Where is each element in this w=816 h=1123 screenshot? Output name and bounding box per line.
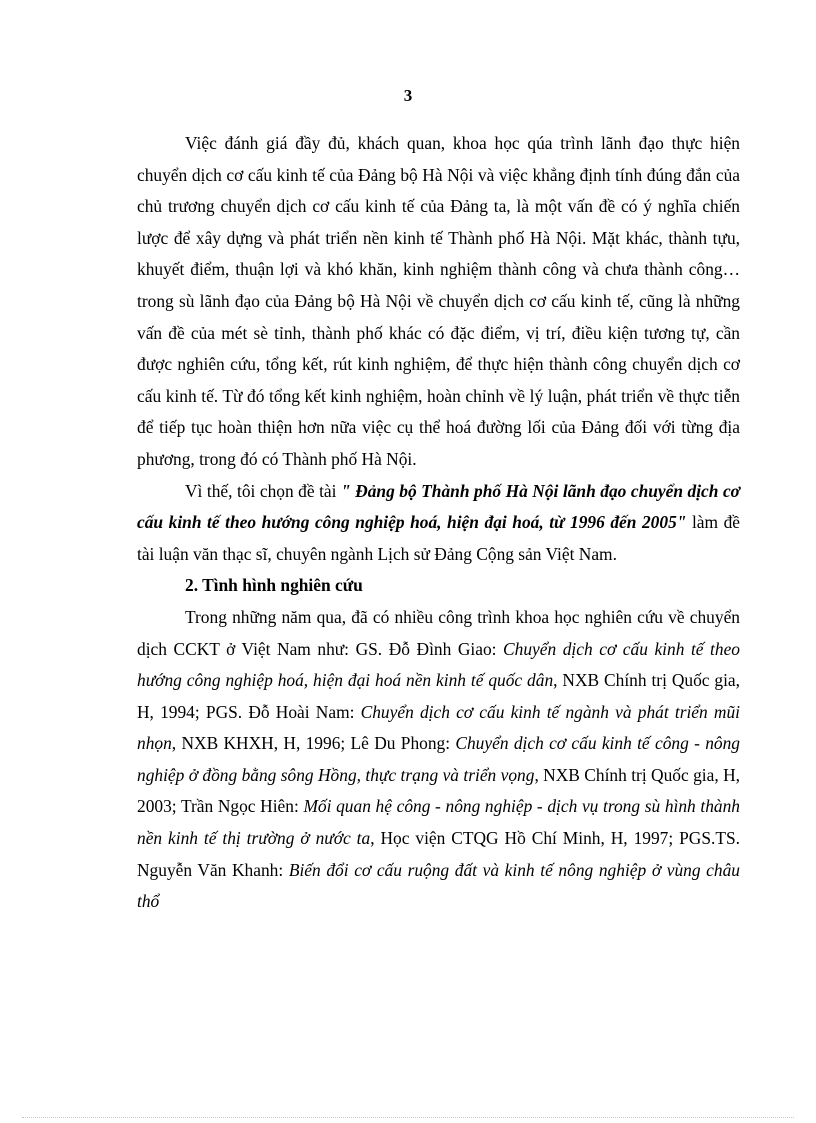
section-heading: 2. Tình hình nghiên cứu bbox=[185, 575, 363, 596]
body-text bbox=[137, 128, 740, 918]
paragraph-topic-choice bbox=[137, 476, 740, 571]
footer-divider bbox=[22, 1117, 794, 1118]
work-title: Chuyển dịch cơ cấu kinh tế theo hướng công nghiệp hoá, hiện đại hoá nền kinh tế quốc dân bbox=[137, 638, 740, 691]
work-title: Chuyển dịch cơ cấu kinh tế ngành và phát triển mũi nhọn bbox=[137, 701, 740, 754]
thesis-topic: " Đảng bộ Thành phố Hà Nội lãnh đạo chuyển dịch cơ cấu kinh tế theo hướng công nghiệp hoá, hiện đại hoá, từ 1996 đến 2005" bbox=[137, 480, 741, 533]
paragraph-research-review bbox=[137, 602, 740, 918]
review-text: , NXB Chính trị Quốc gia, H, 1994; PGS. Đỗ Hoài Nam: bbox=[137, 670, 740, 722]
review-text: , Học viện CTQG Hồ Chí Minh, H, 1997; PGS.TS. Nguyễn Văn Khanh: bbox=[137, 828, 741, 880]
paragraph-evaluation: Việc đánh giá đầy đủ, khách quan, khoa học qúa trình lãnh đạo thực hiện chuyển dịch cơ cấu kinh tế của Đảng bộ Hà Nội và việc khẳng định tính đúng đắn của chủ trương chuyển dịch cơ cấu kinh tế của Đảng ta, là một vấn đề có ý nghĩa chiến lược để xây dựng và phát triển nền kinh tế Thành phố Hà Nội. Mặt khác, thành tựu, khuyết điểm, thuận lợi và khó khăn, kinh nghiệm thành công và chưa thành công… trong sù lãnh đạo của Đảng bộ Hà Nội về chuyển dịch cơ cấu kinh tế, cũng là những vấn đề của mét sè tỉnh, thành phố khác có đặc điểm, vị trí, điều kiện tương tự, cần được nghiên cứu, tổng kết, rút kinh nghiệm, để thực hiện thành công chuyển dịch cơ cấu kinh tế. Từ đó tổng kết kinh nghiệm, hoàn chỉnh về lý luận, phát triển về thực tiễn để tiếp tục hoàn thiện hơn nữa việc cụ thể hoá đường lối của Đảng đối với từng địa phương, trong đó có Thành phố Hà Nội. bbox=[137, 133, 740, 469]
work-title: Biến đổi cơ cấu ruộng đất và kinh tế nông nghiệp ở vùng châu thổ bbox=[137, 859, 740, 912]
review-text: , NXB KHXH, H, 1996; Lê Du Phong: bbox=[171, 733, 456, 754]
topic-intro: Vì thế, tôi chọn đề tài bbox=[185, 480, 341, 501]
page-number: 3 bbox=[403, 86, 413, 105]
work-title: Chuyển dịch cơ cấu kinh tế công - nông nghiệp ở đồng bằng sông Hồng, thực trạng và triển vọng bbox=[137, 733, 740, 785]
review-text: Trong những năm qua, đã có nhiều công trình khoa học nghiên cứu về chuyển dịch CCKT ở Việt Nam như: GS. Đỗ Đình Giao: bbox=[137, 606, 740, 659]
topic-rest: làm đề tài luận văn thạc sĩ, chuyên ngành Lịch sử Đảng Cộng sản Việt Nam. bbox=[137, 512, 741, 564]
work-title: Mối quan hệ công - nông nghiệp - dịch vụ trong sù hình thành nền kinh tế thị trường ở nước ta bbox=[137, 796, 740, 849]
review-text: , NXB Chính trị Quốc gia, H, 2003; Trần Ngọc Hiên: bbox=[137, 764, 740, 817]
